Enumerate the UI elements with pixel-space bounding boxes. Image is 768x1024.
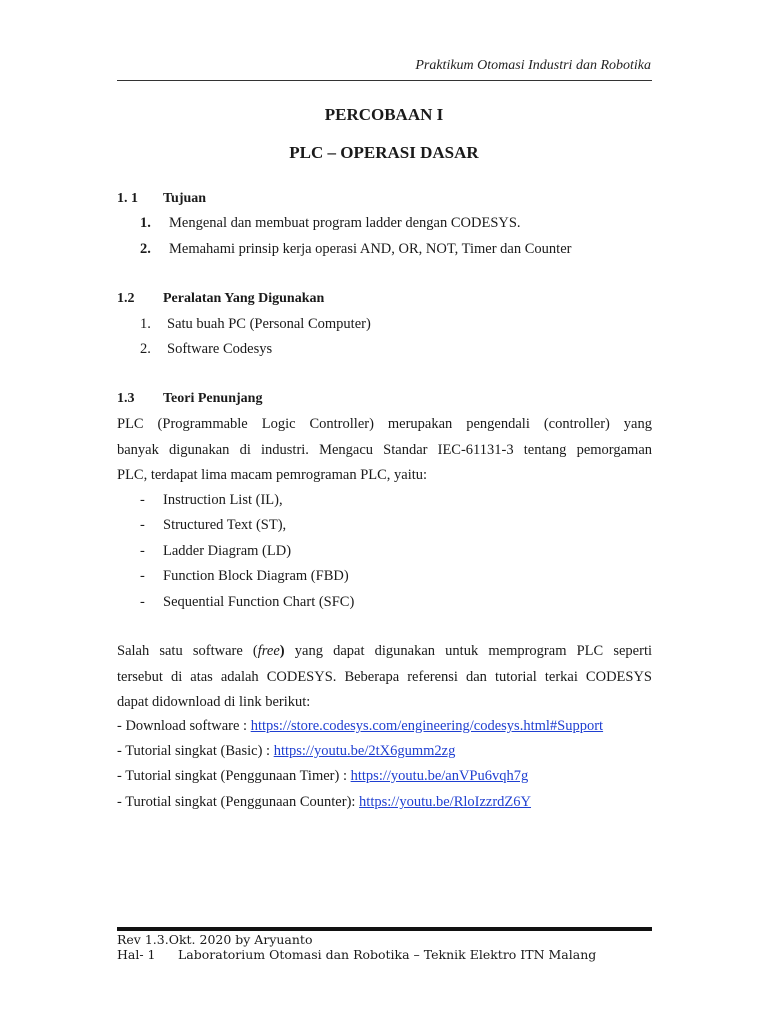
paragraph-codesys (117, 639, 652, 716)
bullet-marker: - (140, 517, 145, 533)
list-item: Memahami prinsip kerja operasi AND, OR, NOT, Timer dan Counter (169, 241, 572, 257)
header-rule (117, 80, 652, 81)
list-item: Software Codesys (167, 341, 273, 357)
list-item: Satu buah PC (Personal Computer) (167, 316, 371, 332)
list-item: Mengenal dan membuat program ladder dengan CODESYS. (169, 215, 521, 231)
section-title-peralatan: Peralatan Yang Digunakan (163, 291, 325, 306)
tutorial-timer-link[interactable]: https://youtu.be/anVPu6vqh7g (350, 768, 529, 784)
paragraph-line: banyak digunakan di industri. Mengacu Standar IEC-61131-3 tentang pemorgaman (117, 441, 652, 458)
footer-page-number: Hal- 1 (117, 947, 156, 962)
section-number-2: 1.2 (117, 291, 135, 306)
list-marker: 2. (140, 341, 151, 357)
bullet-item: Sequential Function Chart (SFC) (163, 594, 355, 610)
link-label: - Download software : (117, 718, 251, 734)
section-title-teori: Teori Penunjang (163, 391, 263, 406)
section-number-3: 1.3 (117, 391, 135, 406)
link-label: - Tutorial singkat (Penggunaan Timer) : (117, 768, 351, 784)
running-header: Praktikum Otomasi Industri dan Robotika (415, 58, 651, 73)
tutorial-counter-link[interactable]: https://youtu.be/RloIzzrdZ6Y (359, 794, 532, 810)
paragraph-plc-intro (117, 412, 652, 489)
paragraph-line: PLC (Programmable Logic Controller) merupakan pengendali (controller) yang (117, 416, 652, 432)
list-marker: 2. (140, 241, 151, 257)
link-label: - Tutorial singkat (Basic) : (117, 743, 274, 759)
section-number-1: 1. 1 (117, 191, 138, 206)
paragraph-line: dapat didownload di link berikut: (117, 694, 311, 710)
download-software-link[interactable]: https://store.codesys.com/engineering/codesys.html#Support (250, 718, 604, 734)
link-row-download (117, 718, 603, 735)
link-label: - Turotial singkat (Penggunaan Counter): (117, 794, 360, 810)
link-row-basic (117, 743, 455, 760)
bullet-marker: - (140, 568, 145, 584)
list-marker: 1. (140, 215, 151, 231)
bullet-marker: - (140, 492, 145, 508)
paragraph-line: PLC, terdapat lima macam pemrograman PLC, yaitu: (117, 467, 428, 483)
link-row-timer (117, 768, 528, 785)
paragraph-line: Salah satu software (free) yang dapat digunakan untuk memprogram PLC seperti (117, 643, 653, 659)
list-marker: 1. (140, 316, 151, 332)
bullet-item: Structured Text (ST), (163, 517, 287, 533)
bullet-item: Function Block Diagram (FBD) (163, 568, 349, 584)
footer-revision: Rev 1.3.Okt. 2020 by Aryuanto (117, 932, 313, 947)
bullet-marker: - (140, 543, 145, 559)
footer-lab-name: Laboratorium Otomasi dan Robotika – Teknik Elektro ITN Malang (178, 947, 597, 962)
bullet-item: Instruction List (IL), (163, 492, 283, 508)
page-subtitle: PLC – OPERASI DASAR (289, 143, 479, 162)
footer-rule (117, 927, 652, 931)
tutorial-basic-link[interactable]: https://youtu.be/2tX6gumm2zg (273, 743, 456, 759)
bullet-item: Ladder Diagram (LD) (163, 543, 292, 559)
page-title: PERCOBAAN I (324, 105, 444, 124)
section-title-tujuan: Tujuan (163, 191, 207, 206)
bullet-marker: - (140, 594, 145, 610)
paragraph-line: tersebut di atas adalah CODESYS. Beberapa referensi dan tutorial terkai CODESYS (117, 668, 652, 685)
link-row-counter (117, 794, 531, 811)
